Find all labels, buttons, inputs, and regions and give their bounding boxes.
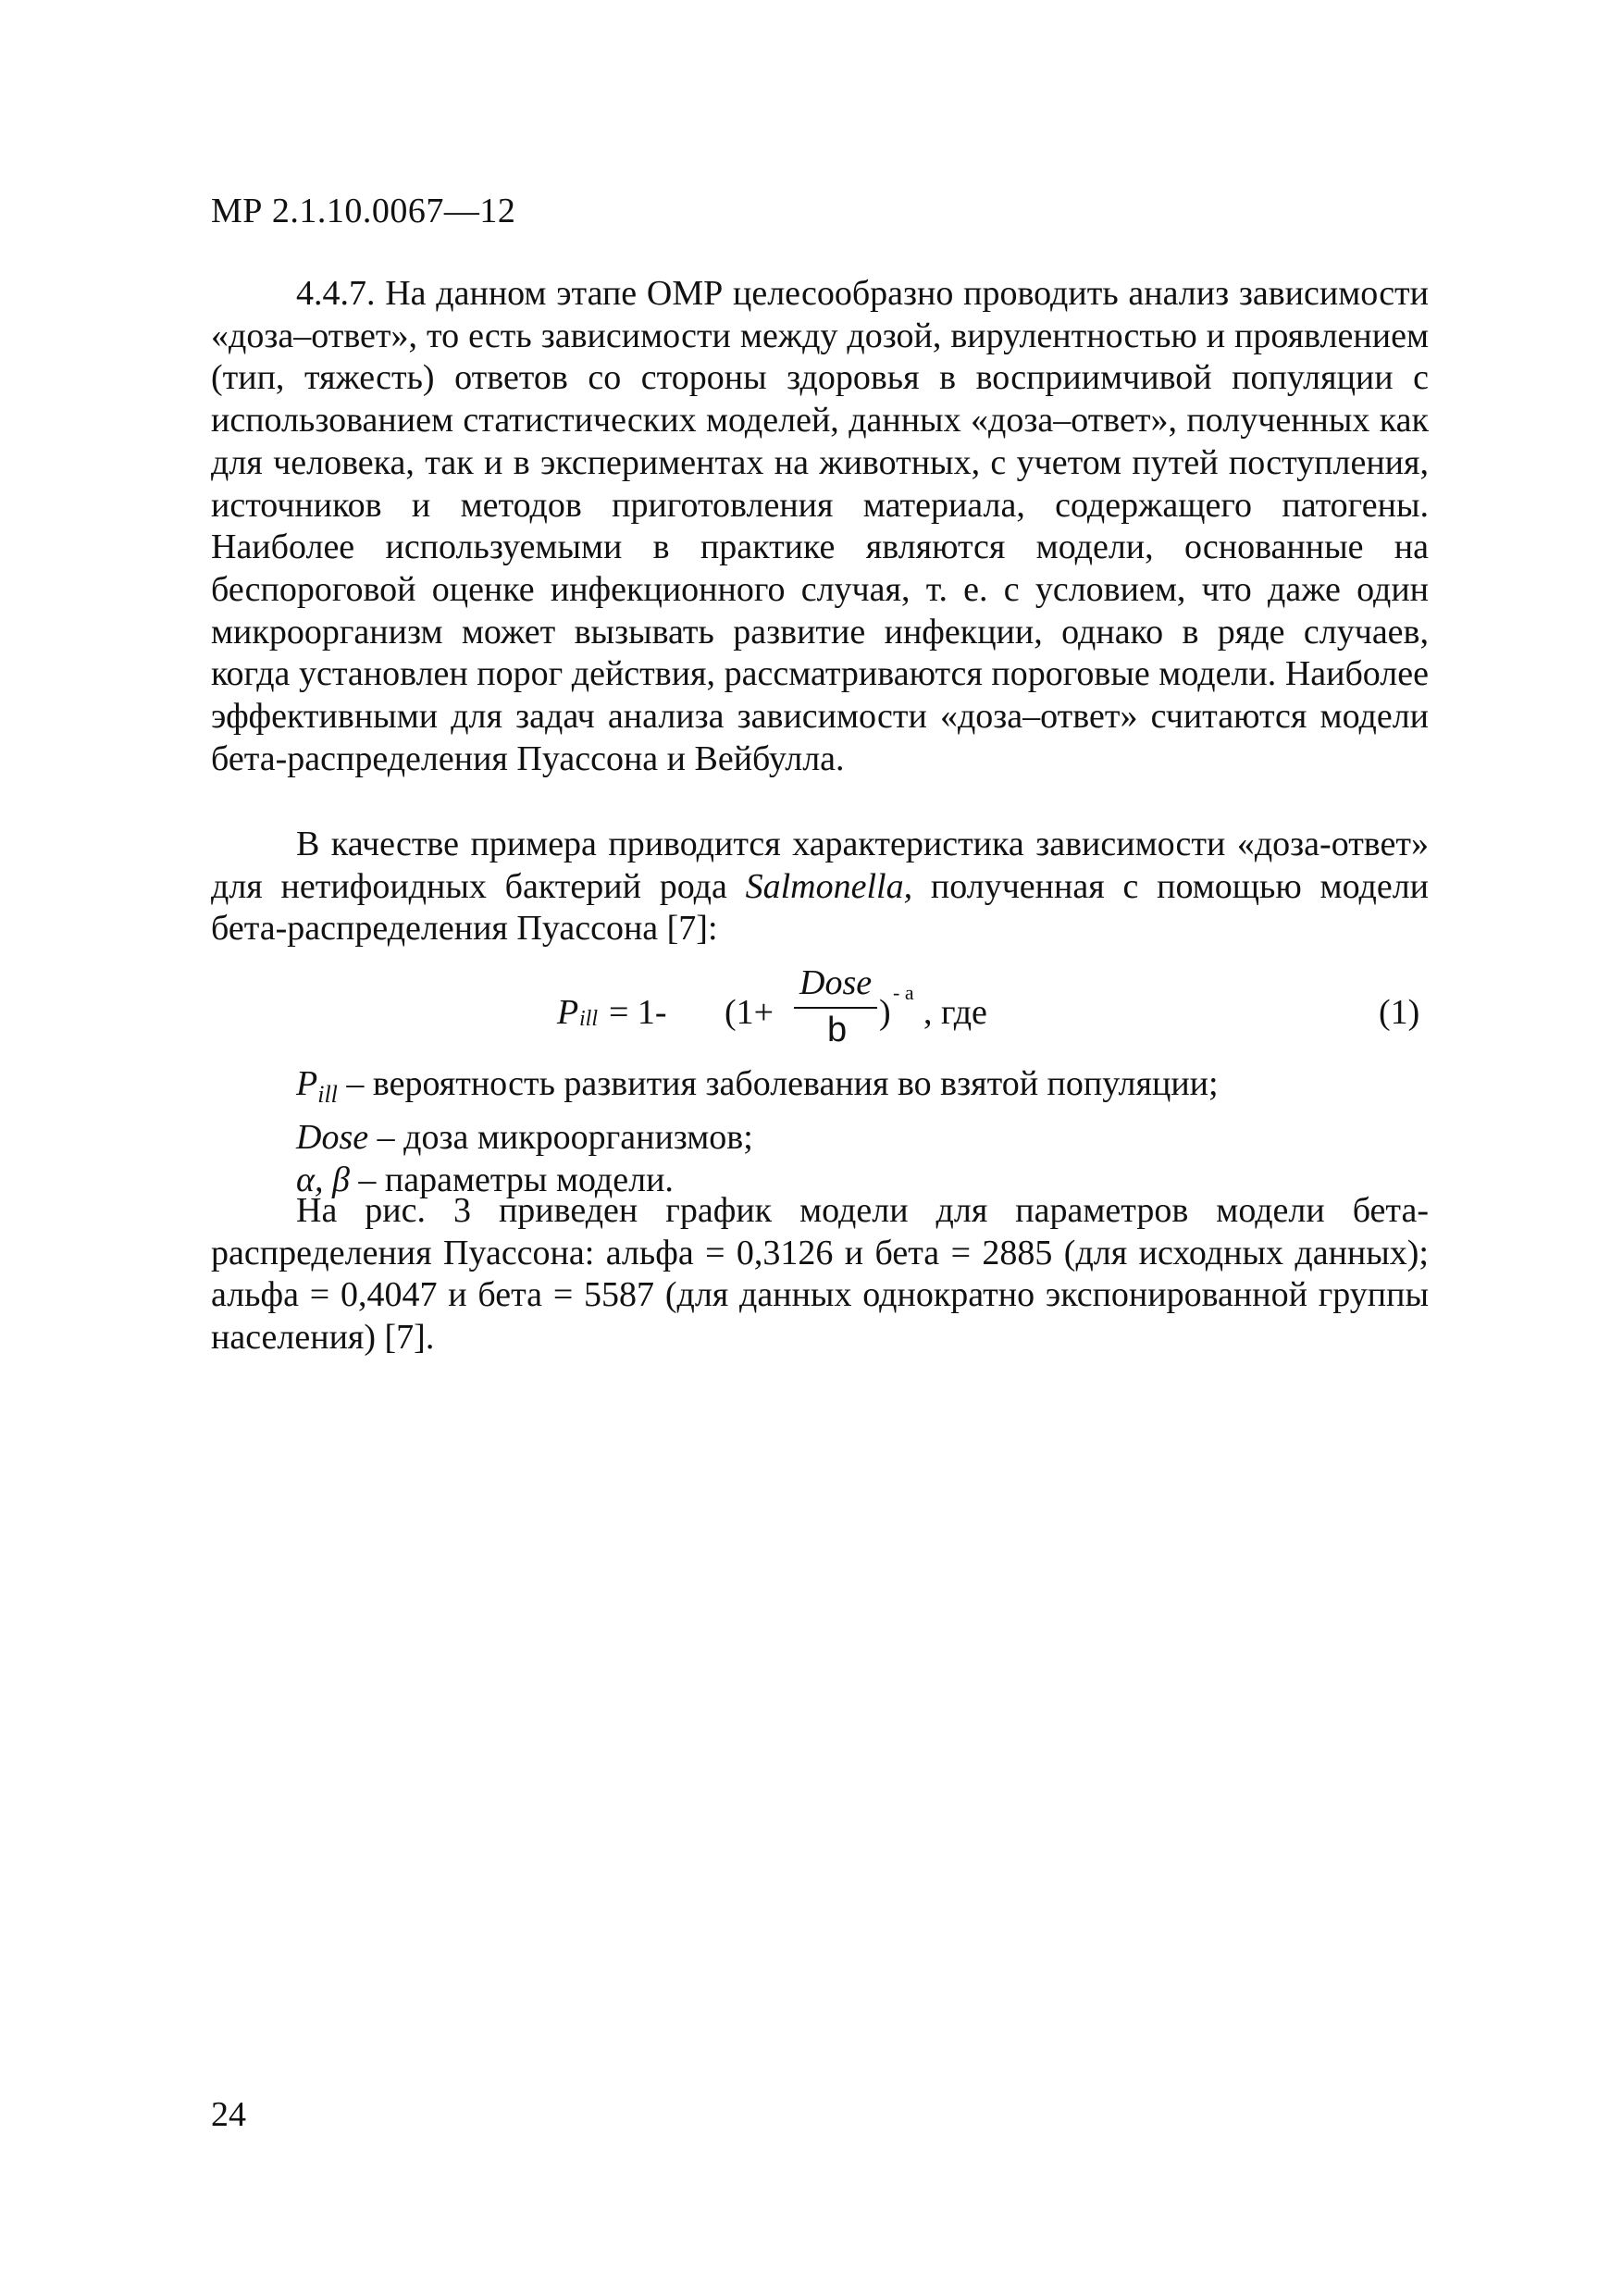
formula-p-symbol: P <box>557 993 579 1032</box>
definition-subscript: ill <box>317 1081 338 1108</box>
formula-p-subscript: ill <box>579 1007 599 1031</box>
formula-denominator: b <box>827 1011 848 1049</box>
definition-dose <box>211 1116 1429 1159</box>
paragraph-block-2 <box>211 824 1429 950</box>
paragraph-salmonella-example <box>211 824 1429 950</box>
formula-definitions <box>211 1062 1429 1201</box>
formula-numerator: Dose <box>799 963 873 1002</box>
paragraph-figure-3-reference: На рис. 3 приведен график модели для параметров модели бета-распределения Пуассона: альфа = 0,3126 и бета = 2885 (для исходных данных); альфа = 0,4047 и бета = 5587 (для данных однократно экспонированной группы населения) [7]. <box>211 1191 1429 1358</box>
paragraph-2-before: В качестве примера приводится характеристика зависимости «доза-ответ» для нетифоидных бактерий рода <box>211 825 1429 906</box>
paragraph-2-after: полученная с помощью модели бета-распределения Пуассона [7]: <box>211 866 1429 949</box>
definition-text: – доза микроорганизмов; <box>368 1118 753 1157</box>
formula-number: (1) <box>1379 993 1420 1032</box>
definition-symbol: α, β <box>296 1160 350 1199</box>
definition-text: – параметры модели. <box>349 1160 674 1199</box>
formula-open-paren: (1+ <box>725 993 774 1032</box>
salmonella-genus: Salmonella, <box>745 866 913 906</box>
page-number: 24 <box>211 2095 246 2134</box>
formula-exponent: - a <box>893 981 914 1004</box>
formula-beta-poisson <box>211 953 1429 1064</box>
formula-where: , где <box>923 993 987 1032</box>
paragraph-block-3 <box>211 1190 1429 1359</box>
formula-close-paren: ) <box>879 993 891 1032</box>
formula-equals-one-minus: = 1- <box>609 993 667 1032</box>
definition-symbol: P <box>296 1064 318 1103</box>
definition-p-ill <box>211 1062 1429 1116</box>
document-code-header: МР 2.1.10.0067—12 <box>211 192 516 230</box>
paragraph-4-4-7: 4.4.7. На данном этапе ОМР целесообразно проводить анализ зависимости «доза–ответ», то есть зависимости между дозой, вирулентностью и проявлением (тип, тяжесть) ответов со стороны здоровья в восприимчивой популяции с использованием статистических моделей, данных «доза–ответ», полученных как для человека, так и в экспериментах на животных, с учетом путей поступления, источников и методов приготовления материала, содержащего патогены. Наиболее используемыми в практике являются модели, основанные на беспороговой оценке инфекционного случая, т. е. с условием, что даже один микроорганизм может вызывать развитие инфекции, однако в ряде случаев, когда установлен порог действия, рассматриваются пороговые модели. Наиболее эффективными для задач анализа зависимости «доза–ответ» считаются модели бета-распределения Пуассона и Вейбулла. <box>211 274 1429 778</box>
paragraph-block-1 <box>211 273 1429 780</box>
definition-text: – вероятность развития заболевания во взятой популяции; <box>337 1064 1219 1103</box>
formula-fraction-bar <box>794 1007 877 1009</box>
definition-symbol: Dose <box>296 1118 369 1157</box>
